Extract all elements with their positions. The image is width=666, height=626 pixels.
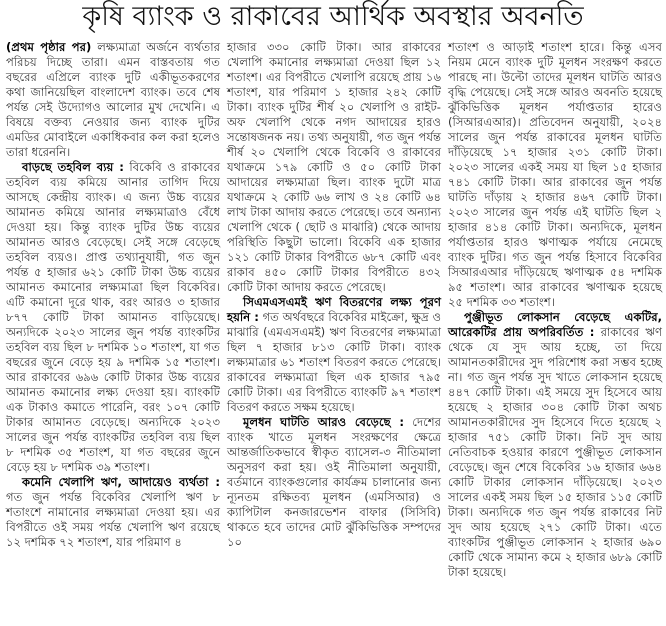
subheading: মূলধন ঘাটতি আরও বেড়েছে : bbox=[243, 415, 404, 429]
paragraph-fund-cost bbox=[6, 160, 220, 475]
paragraph-text: রাকাবের ঋণ থেকে যে সুদ আয় হচ্ছে, তা দিয়ে আমানতকারীদের সুদ পরিশোধ করা সম্ভব হচ্ছে না। গত জুন পর্যন্ত সুদ খাতে লোকসান হয়েছে ৪৪৭ কোটি টাকা। এই সময়ে সুদ হিসেবে আয় হয়েছে ২ হাজার ৩০৪ কোটি টাকা অথচ আমানতকারীদের সুদ হিসেবে দিতে হয়েছে ২ হাজার ৭৫১ কোটি টাকা। নিট সুদ আয় নেতিবাচক হওয়ার কারণে পুঞ্জীভূত লোকসান বেড়েছে। জুন শেষে বিকেবির ১৬ হাজার ৬৬৪ কোটি টাকার লোকসান দাঁড়িয়েছে। ২০২৩ সালের একই সময় ছিল ১৫ হাজার ১১৫ কোটি টাকা। অন্যদিকে গত জুন পর্যন্ত রাকাবের নিট সুদ আয় হয়েছে ২৭১ কোটি টাকা। এতে ব্যাংকটির পুঞ্জীভূত লোকসান ২ হাজার ৬৯০ কোটি থেকে সামান্য কমে ২ হাজার ৬৮৯ কোটি টাকা হয়েছে। bbox=[448, 325, 663, 579]
paragraph-capital-shortfall-continued: শতাংশ ও আড়াই শতাংশ হারে। কিন্তু এসব নিয়ম মেনে ব্যাংক দুটি মূলধন সংরক্ষণ করতে পারছে না। উল্টো তাদের মূলধন ঘাটতি আরও বৃদ্ধি পেয়েছে। সেই সঙ্গে আরও অবনতি হয়েছে ঝুঁকিভিত্তিক মূলধন পর্যাপ্ততার হারেও (সিআরএআর)। প্রতিবেদন অনুযায়ী, ২০২৪ সালের জুন পর্যন্ত রাকাবের মূলধন ঘাটতি দাঁড়িয়েছে ১৭ হাজার ২৩১ কোটি টাকা। ২০২৩ সালের একই সময় যা ছিল ১৫ হাজার ৭৪১ কোটি টাকা। আর রাকাবের জুন পর্যন্ত ঘাটতি দাঁড়ায় ২ হাজার ৪৬৭ কোটি টাকা। ২০২৩ সালের জুন পর্যন্ত এই ঘাটতি ছিল ২ হাজার ৪১৪ কোটি টাকা। অন্যদিকে, মূলধন পর্যাপ্ততার হারও ঋণাত্মক পর্যায়ে নেমেছে ব্যাংক দুটির। গত জুন পর্যন্ত হিসাবে বিকেবির সিআরএআর দাঁড়িয়েছে ঋণাত্মক ৫৪ দশমিক ৯৫ শতাংশ। আর রাকাবের ঋণাত্মক হয়েছে ২৫ দশমিক ৩৩ শতাংশ। bbox=[448, 40, 662, 309]
subheading: কমেনি খেলাপি ঋণ, আদায়েও ব্যর্থতা : bbox=[22, 475, 220, 489]
subheading: সিএমএসএমই ঋণ বিতরণের লক্ষ্য পূরণ হয়নি : bbox=[227, 295, 441, 324]
paragraph-default-loans-continued: হাজার ৩৩০ কোটি টাকা। আর রাকাবের খেলাপি কমানোর লক্ষ্যমাত্রা দেওয়া ছিল ১২ শতাংশ। এর বিপরীতে খেলাপি রয়েছে প্রায় ১৬ শতাংশ, যার পরিমাণ ১ হাজার ২৪২ কোটি টাকা। ব্যাংক দুটির শীর্ষ ২০ খেলাপি ও রাইট-অফ খেলাপি থেকে নগদ আদায়ের হারও সন্তোষজনক নয়। তথ্য অনুযায়ী, গত জুন পর্যন্ত শীর্ষ ২০ খেলাপি থেকে বিকেবি ও রাকাবের যথাক্রমে ১৭৯ কোটি ও ৫০ কোটি টাকা আদায়ের লক্ষ্যমাত্রা ছিল। ব্যাংক দুটো মাত্র যথাক্রমে ২ কোটি ৬৬ লাখ ও ২৪ কোটি ৬৪ লাখ টাকা আদায় করতে পেরেছে। তবে অন্যান্য খেলাপি থেকে ( ছোট ও মাঝারি) থেকে আদায় পরিস্থিতি কিছুটা ভালো। বিকেবি এক হাজার ১২১ কোটি টাকার বিপরীতে ৬৮৭ কোটি এবং রাকাব ৪৫০ কোটি টাকার বিপরীতে ৪৩২ কোটি টাকা আদায় করতে পেরেছে। bbox=[227, 40, 441, 294]
paragraph-capital-shortfall bbox=[227, 415, 441, 550]
headline: কৃষি ব্যাংক ও রাকাবের আর্থিক অবস্থার অবনতি bbox=[82, 1, 584, 32]
paragraph-text: বিকেবি ও রাকাবের তহবিল ব্যয় কমিয়ে আনার তাগিদ দিয়ে আসছে কেন্দ্রীয় ব্যাংক। এ জন্য উচ্চ ব্যয়ের আমানত কমিয়ে আনার লক্ষ্যমাত্রাও বেঁধে দেওয়া হয়। কিন্তু ব্যাংক দুটির উচ্চ ব্যয়ের আমানত আরও বেড়েছে। সেই সঙ্গে বেড়েছে তহবিল ব্যয়ও। প্রাপ্ত তথ্যানুযায়ী, গত জুন পর্যন্ত ৫ হাজার ৬২১ কোটি টাকা উচ্চ ব্যয়ের আমানত কমানোর লক্ষ্যমাত্রা ছিল বিকেবির। এটি কমানো দূরে থাক, বরং আরও ৩ হাজার ৮৭৭ কোটি টাকা আমানত বাড়িয়েছে। অন্যদিকে ২০২৩ সালের জুন পর্যন্ত ব্যাংকটির তহবিল ব্যয় ছিল ৮ দশমিক ১০ শতাংশ, যা গত বছরের জুনে বেড়ে হয় ৯ দশমিক ১৫ শতাংশ। আর রাকাবের ৬৯৬ কোটি টাকার উচ্চ ব্যয়ের আমানত কমানোর লক্ষ্য দেওয়া হয়। ব্যাংকটি এক টাকাও কমাতে পারেনি, বরং ১০৭ কোটি টাকার আমানত বেড়েছে। অন্যদিকে ২০২৩ সালের জুন পর্যন্ত ব্যাংকটির তহবিল ব্যয় ছিল ৮ দশমিক ৩৫ শতাংশ, যা গত বছরের জুনে বেড়ে হয় ৮ দশমিক ৩৯ শতাংশ। bbox=[6, 160, 220, 474]
article-column-3 bbox=[448, 40, 662, 580]
paragraph-text: লক্ষ্যমাত্রা অর্জনে ব্যর্থতার পরিচয় দিচ্ছে তারা। এমন বাস্তবতায় গত বছরের এপ্রিলে ব্যাংক দুটি একীভূতকরণের কথা জানিয়েছিল বাংলাদেশ ব্যাংক। তবে শেষ পর্যন্ত সেই উদ্যোগও আলোর মুখ দেখেনি। এ বিষয়ে বক্তব্য নেওয়ার জন্য ব্যাংক দুটির এমডির মোবাইলে একাধিকবার কল করা হলেও তারা ধরেননি। bbox=[6, 40, 220, 159]
article-column-1 bbox=[6, 40, 220, 550]
paragraph-sme-loans bbox=[227, 295, 441, 415]
subheading: বাড়ছে তহবিল ব্যয় : bbox=[22, 160, 124, 174]
article-column-2 bbox=[227, 40, 441, 550]
subheading: পুঞ্জীভূত লোকসান বেড়েছে একটির, আরেকটির প্রায় অপরিবর্তিত : bbox=[448, 310, 662, 339]
paragraph-intro bbox=[6, 40, 220, 160]
paragraph-text: গত অর্থবছরে বিকেবির মাইক্রো, ক্ষুদ্র ও মাঝারি (এমএসএমই) ঋণ বিতরণের লক্ষ্যমাত্রা ছিল ৭ হাজার ৮১৩ কোটি টাকা। ব্যাংক লক্ষ্যমাত্রার ৬১ শতাংশ বিতরণ করতে পেরেছে। রাকাবের লক্ষ্যমাত্রা ছিল এক হাজার ৭৯৫ কোটি টাকা। এর বিপরীতে ব্যাংকটি ৯৭ শতাংশ বিতরণ করতে সক্ষম হয়েছে। bbox=[227, 310, 441, 414]
paragraph-accumulated-loss bbox=[448, 310, 662, 580]
continuation-label: (প্রথম পৃষ্ঠার পর) bbox=[6, 40, 92, 54]
paragraph-default-loans bbox=[6, 475, 220, 550]
paragraph-text: গত জুন পর্যন্ত বিকেবির খেলাপি ঋণ ৮ শতাংশে নামানোর লক্ষ্যমাত্রা দেওয়া হয়। এর বিপরীতে ওই সময় পর্যন্ত খেলাপি ঋণ রয়েছে ১২ দশমিক ৭২ শতাংশ, যার পরিমাণ ৪ bbox=[6, 490, 220, 549]
paragraph-text: দেশের ব্যাংক খাতে মূলধন সংরক্ষণের ক্ষেত্রে আন্তর্জাতিকভাবে স্বীকৃত ব্যাসেল-৩ নীতিমালা অনুসরণ করা হয়। ওই নীতিমালা অনুযায়ী, বর্তমানে ব্যাংকগুলোর কার্যক্রম চালানোর জন্য ন্যূনতম রক্ষিতব্য মূলধন (এমসিআর) ও ক্যাপিটাল কনজারভেশন বাফার (সিসিবি) থাকতে হবে তাদের মোট ঝুঁকিভিত্তিক সম্পদের ১০ bbox=[227, 415, 441, 549]
